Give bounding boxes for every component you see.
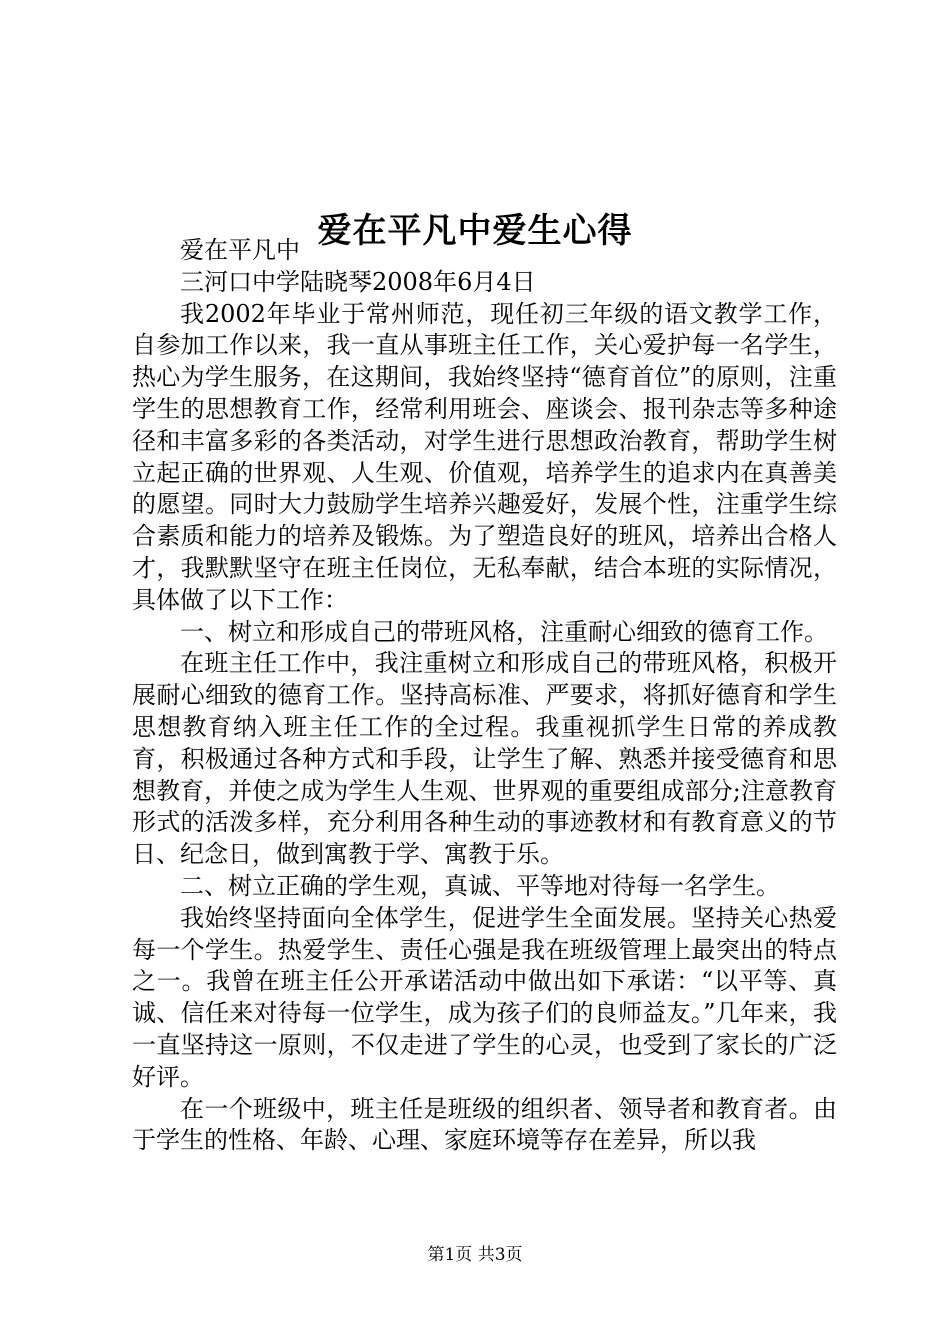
paragraph-section-2-continued: 在一个班级中，班主任是班级的组织者、领导者和教育者。由于学生的性格、年龄、心理、家庭环境等存在差异，所以我 — [132, 1094, 837, 1155]
paragraph-subtitle: 爱在平凡中 — [180, 236, 300, 264]
section-heading-2: 二、树立正确的学生观，真诚、平等地对待每一名学生。 — [180, 871, 780, 900]
paragraph-section-2: 我始终坚持面向全体学生，促进学生全面发展。坚持关心热爱每一个学生。热爱学生、责任心强是我在班级管理上最突出的特点之一。我曾在班主任公开承诺活动中做出如下承诺：“以平等、真诚、信任来对待每一位学生，成为孩子们的良师益友。”几年来，我一直坚持这一原则，不仅走进了学生的心灵，也受到了家长的广泛好评。 — [132, 903, 837, 1091]
page-footer: 第1页 共3页 — [427, 1245, 523, 1265]
paragraph-intro: 我2002年毕业于常州师范，现任初三年级的语文教学工作，自参加工作以来，我一直从事班主任工作，关心爱护每一名学生，热心为学生服务，在这期间，我始终坚持“德育首位”的原则，注重学生的思想教育工作，经常利用班会、座谈会、报刊杂志等多种途径和丰富多彩的各类活动，对学生进行思想政治教育，帮助学生树立起正确的世界观、人生观、价值观，培养学生的追求内在真善美的愿望。同时大力鼓励学生培养兴趣爱好，发展个性，注重学生综合素质和能力的培养及锻炼。为了塑造良好的班风，培养出合格人才，我默默坚守在班主任岗位，无私奉献，结合本班的实际情况，具体做了以下工作： — [132, 299, 837, 614]
section-heading-1: 一、树立和形成自己的带班风格，注重耐心细致的德育工作。 — [180, 617, 828, 646]
document-body — [132, 235, 837, 1157]
page-title: 爱在平凡中爱生心得 — [317, 210, 633, 251]
paragraph-section-1: 在班主任工作中，我注重树立和形成自己的带班风格，积极开展耐心细致的德育工作。坚持高标准、严要求，将抓好德育和学生思想教育纳入班主任工作的全过程。我重视抓学生日常的养成教育，积极通过各种方式和手段，让学生了解、熟悉并接受德育和思想教育，并使之成为学生人生观、世界观的重要组成部分;注意教育形式的活泼多样，充分利用各种生动的事迹教材和有教育意义的节日、纪念日，做到寓教于学、寓教于乐。 — [132, 649, 837, 869]
paragraph-author-date: 三河口中学陆晓琴2008年6月4日 — [180, 267, 536, 296]
